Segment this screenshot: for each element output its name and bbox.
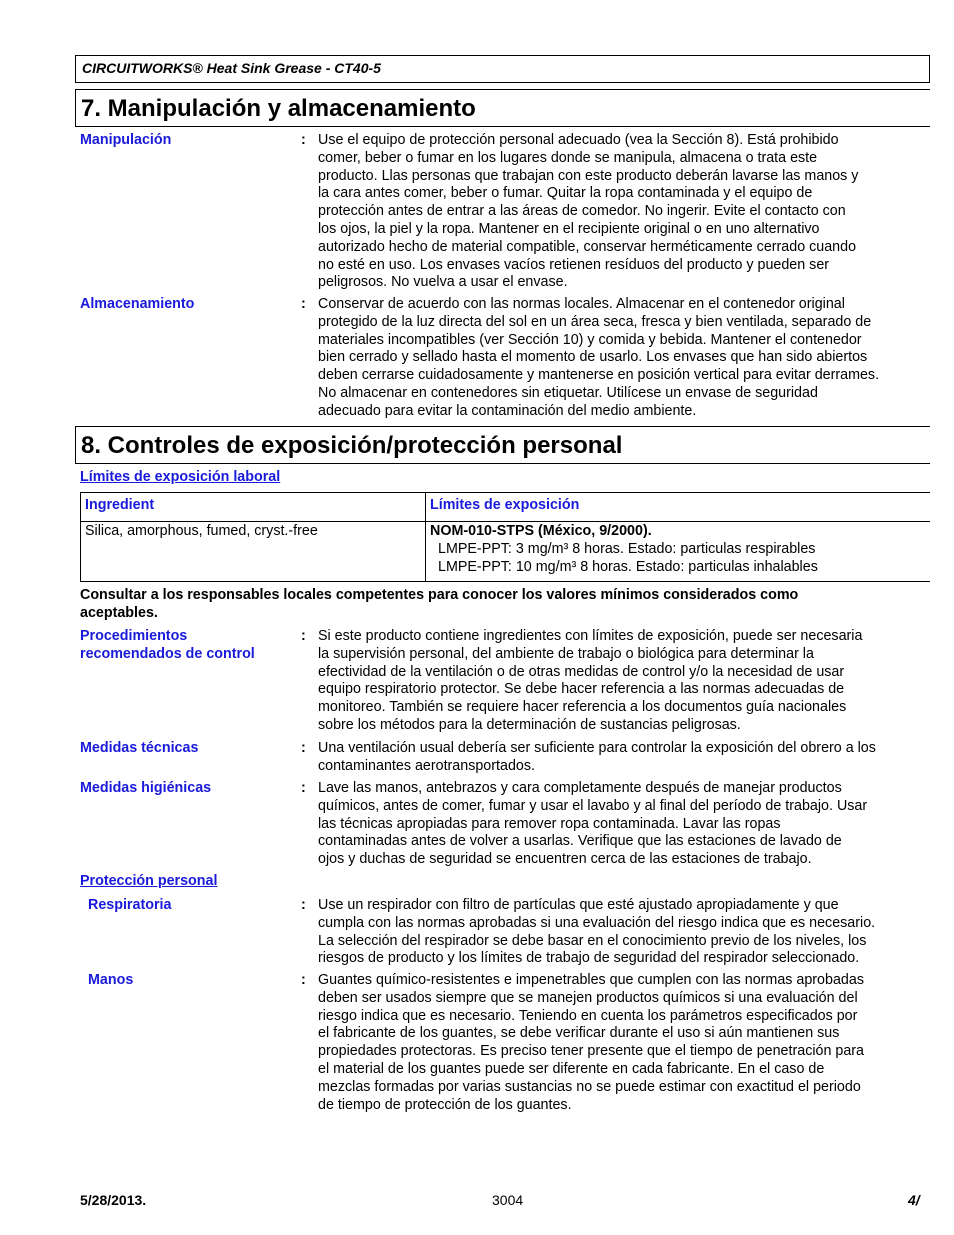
text-line: Lave las manos, antebrazos y cara completamente después de manejar productos xyxy=(318,780,842,796)
text-line: deben ser usados siempre que se manejen productos químicos si una evaluación del xyxy=(318,989,858,1006)
text-line: propiedades protectoras. Es preciso tener presente que el tiempo de penetración para xyxy=(318,1043,865,1060)
limit-value: LMPE-PPT: 10 mg/m³ 8 horas. Estado: particulas inhalables xyxy=(438,558,818,575)
storage-label: Almacenamiento xyxy=(80,296,195,312)
text-line: comer, beber o fumar en los lugares donde se manipula, almacena o trata este xyxy=(318,149,818,166)
label-line: recomendados de control xyxy=(80,645,255,662)
hygiene-label: Medidas higiénicas xyxy=(80,780,212,796)
text-line: el fabricante de los guantes, se debe verificar durante el uso si aún mantienen sus xyxy=(318,1025,840,1042)
colon: : xyxy=(301,897,306,913)
hands-label: Manos xyxy=(88,972,134,988)
respiratory-text xyxy=(318,897,930,968)
text-line: Guantes químico-resistentes e impenetrables que cumplen con las normas aprobadas xyxy=(318,972,864,988)
text-line: químicos, antes de comer, fumar y usar el lavabo y al final del período de trabajo. Usar xyxy=(318,797,868,814)
text-line: Consultar a los responsables locales competentes para conocer los valores mínimos considerados como xyxy=(80,587,799,603)
text-line: ojos y duchas de seguridad se encuentren cerca de las estaciones de trabajo. xyxy=(318,851,812,868)
text-line: Si este producto contiene ingredientes con límites de exposición, puede ser necesaria xyxy=(318,628,863,644)
column-header-limits: Límites de exposición xyxy=(426,493,931,522)
text-line: la supervisión personal, del ambiente de trabajo o biológica para determinar la xyxy=(318,645,814,662)
handling-text xyxy=(318,132,930,292)
exposure-limits-link[interactable]: Límites de exposición laboral xyxy=(80,469,281,485)
text-line: monitoreo. También se requiere hacer referencia a los documentos guía nacionales xyxy=(318,699,847,716)
text-line: contaminadas antes de volver a usarlas. Verifique que las estaciones de lavado de xyxy=(318,833,842,850)
technical-text xyxy=(318,740,930,776)
limit-value: LMPE-PPT: 3 mg/m³ 8 horas. Estado: particulas respirables xyxy=(438,540,816,557)
section-8-title: 8. Controles de exposición/protección personal xyxy=(81,432,623,459)
footer-date: 5/28/2013. xyxy=(80,1192,147,1208)
text-line: La selección del respirador se debe basar en el conocimiento previo de los niveles, los xyxy=(318,932,867,949)
text-line: riesgo indica que es necesario. Teniendo en cuenta los parámetros especificados por xyxy=(318,1007,858,1024)
text-line: efectividad de la ventilación o de otras medidas de control y/o la necesidad de usar xyxy=(318,663,845,680)
limits-cell xyxy=(426,522,931,582)
text-line: bien cerrado y sellado hasta el momento de usarlo. Los envases que han sido abiertos xyxy=(318,349,868,366)
text-line: contaminantes aerotransportados. xyxy=(318,757,535,774)
section-8-header xyxy=(75,426,930,464)
ingredient-cell: Silica, amorphous, fumed, cryst.-free xyxy=(81,522,426,582)
footer-code: 3004 xyxy=(492,1192,524,1208)
text-line: mezclas formadas por varias sustancias no se puede estimar con exactitud el periodo xyxy=(318,1078,861,1095)
text-line: Una ventilación usual debería ser suficiente para controlar la exposición del obrero a los xyxy=(318,740,876,756)
text-line: de tiempo de protección de los guantes. xyxy=(318,1096,572,1113)
text-line: no esté en uso. Los envases vacíos retienen resíduos del producto y pueden ser xyxy=(318,256,830,273)
text-line: No almacenar en contenedores sin etiquetar. Utilícese un envase de seguridad xyxy=(318,384,818,401)
text-line: peligrosos. No vuelva a usar el envase. xyxy=(318,274,568,291)
colon: : xyxy=(301,296,306,312)
page-number: 4/ xyxy=(908,1192,920,1208)
exposure-limits-table xyxy=(80,492,930,582)
respiratory-label: Respiratoria xyxy=(88,897,172,913)
monitoring-text xyxy=(318,628,930,735)
text-line: adecuado para evitar la contaminación del medio ambiente. xyxy=(318,402,697,419)
text-line: sobre los métodos para la determinación de sustancias peligrosas. xyxy=(318,716,741,733)
handling-label: Manipulación xyxy=(80,132,172,148)
product-title: CIRCUITWORKS® Heat Sink Grease - CT40-5 xyxy=(82,60,381,76)
text-line: cumpla con las normas aprobadas si una evaluación del riesgo indica que es necesario. xyxy=(318,914,876,931)
label-line: Procedimientos xyxy=(80,628,188,644)
text-line: materiales incompatibles (ver Sección 10) y comida y bebida. Mantener el contenedor xyxy=(318,331,862,348)
text-line: protegido de la luz directa del sol en un área seca, fresca y bien ventilada, separado de xyxy=(318,313,872,330)
limit-standard: NOM-010-STPS (México, 9/2000). xyxy=(430,523,652,539)
table-row xyxy=(81,522,931,582)
text-line: el material de los guantes puede ser diferente en cada fabricante. En el caso de xyxy=(318,1060,825,1077)
text-line: producto. Llas personas que trabajan con este producto deberán lavarse las manos y xyxy=(318,167,859,184)
text-line: riesgos de producto y los límites de trabajo de seguridad del respirador seleccionado. xyxy=(318,950,860,967)
colon: : xyxy=(301,628,306,644)
technical-label: Medidas técnicas xyxy=(80,740,199,756)
storage-text xyxy=(318,296,930,421)
colon: : xyxy=(301,740,306,756)
text-line: la cara antes comer, beber o fumar. Quitar la ropa contaminada y el equipo de xyxy=(318,185,813,202)
consult-note xyxy=(80,587,930,623)
column-header-ingredient: Ingredient xyxy=(81,493,426,522)
hands-text xyxy=(318,972,930,1114)
document-header xyxy=(75,55,930,83)
text-line: las técnicas apropiadas para remover ropa contaminada. Lavar las ropas xyxy=(318,815,781,832)
text-line: protección antes de entrar a las áreas de comedor. No ingerir. Evite el contacto con xyxy=(318,203,846,220)
text-line: deben cerrarse cuidadosamente y mantenerse en posición vertical para evitar derrames. xyxy=(318,367,880,384)
section-7-header xyxy=(75,89,930,127)
text-line: Conservar de acuerdo con las normas locales. Almacenar en el contenedor original xyxy=(318,296,845,312)
table-header-row xyxy=(81,493,931,522)
text-line: Use el equipo de protección personal adecuado (vea la Sección 8). Está prohibido xyxy=(318,132,839,148)
text-line: equipo respiratorio protector. Se debe hacer referencia a las normas adecuadas de xyxy=(318,681,845,698)
section-7-title: 7. Manipulación y almacenamiento xyxy=(81,95,476,122)
hygiene-text xyxy=(318,780,930,869)
colon: : xyxy=(301,132,306,148)
text-line: aceptables. xyxy=(80,604,158,621)
colon: : xyxy=(301,972,306,988)
text-line: Use un respirador con filtro de partículas que esté ajustado apropiadamente y que xyxy=(318,897,839,913)
text-line: los ojos, la piel y la ropa. Mantener en el recipiente original o en uno alternativo xyxy=(318,220,820,237)
colon: : xyxy=(301,780,306,796)
personal-protection-link[interactable]: Protección personal xyxy=(80,873,218,889)
text-line: autorizado hecho de material compatible, conservar herméticamente cerrado cuando xyxy=(318,238,857,255)
monitoring-label xyxy=(80,628,295,664)
